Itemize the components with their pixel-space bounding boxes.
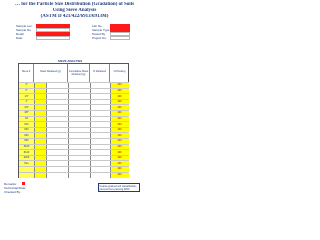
pct-passing-cell: 100 [117,94,122,98]
pct-passing-cell: 100 [117,161,122,165]
pct-passing-cell: 100 [117,116,122,120]
pct-passing-cell: 100 [117,105,122,109]
header-sieve: Sieve # [19,64,34,82]
sieve-size-cell: 1" [25,100,28,104]
sieve-size-cell: #140 [23,150,30,154]
sieve-size-cell: #200 [23,156,30,160]
soil-gradation-datasheet [0,0,149,198]
sieve-size-cell: #20 [24,128,29,132]
pct-passing-cell: 100 [117,88,122,92]
cum-mass-column [68,82,90,178]
pct-passing-cell: 100 [117,156,122,160]
technician-label: Technician/Date: [4,186,27,190]
pct-passing-cell: 100 [117,139,122,143]
pct-passing-cell: 100 [117,128,122,132]
sieve-size-cell: #40 [24,133,29,137]
sieve-size-cell: #4 [25,116,28,120]
sample-location-label: Sample Loc. [16,24,33,28]
column-divider [68,82,69,178]
mass-retained-column[interactable] [46,82,68,178]
pct-passing-cell: 100 [117,144,122,148]
sieve-size-cell: 3/4" [24,105,29,109]
project-number-label: Project No. [92,36,107,40]
date-field[interactable] [36,36,70,40]
date-label: Date [16,36,23,40]
sieve-size-cell: #10 [24,122,29,126]
pct-passing-cell: 100 [117,100,122,104]
sieve-size-cell: #100 [23,144,30,148]
sieve-analysis-heading: SIEVE ANALYSIS [57,59,83,63]
project-number-field[interactable] [110,36,130,40]
sieve-size-cell: 3/8" [24,111,29,115]
pct-passing-cell: 100 [117,111,122,115]
header-mass-retained: Mass Retained (g) [34,64,68,82]
sieve-size-cell: #60 [24,139,29,143]
classification-note: Coarse-grained soil classification; percent fines passing #200. [98,183,140,192]
sieve-size-cell: 1.5" [24,94,29,98]
remarks-marker[interactable] [22,182,25,185]
pct-passing-cell: 100 [117,172,122,176]
header-pct-passing: % Passing [113,70,126,73]
sheet-title-line3: (ASTM D 421/422/6913/6913M) [40,14,109,19]
tested-by-label: Tested By [92,32,106,36]
pct-passing-cell: 100 [117,167,122,171]
remarks-label: Remarks: [4,182,17,186]
sieve-analysis-table [18,63,129,178]
pct-passing-cell: 100 [117,122,122,126]
sheet-title-line1: … for the Particle Size Distribution (Gradation) of Soils [14,2,135,7]
sieve-size-cell: 3" [25,83,28,87]
sieve-size-cell: Pan [24,161,29,165]
sample-type-label: Sample Type [92,28,110,32]
pct-retained-column [90,82,110,178]
checked-by-label: Checked By: [4,190,22,194]
lab-number-label: Lab No. [92,24,103,28]
pct-passing-cell: 100 [117,83,122,87]
pan-mass-column[interactable] [34,82,46,178]
column-divider [34,82,35,178]
depth-label: Depth [16,32,25,36]
sheet-title-line2: Using Sieve Analysis [52,8,97,13]
pct-passing-cell: 100 [117,133,122,137]
column-divider [90,82,91,178]
column-divider [46,82,47,178]
sample-number-label: Sample No. [16,28,32,32]
sieve-size-cell: 2" [25,88,28,92]
header-pct-retained: % Retained [90,64,110,82]
pct-passing-cell: 100 [117,150,122,154]
header-cum-mass: Cumulative Mass Retained (g) [68,64,90,82]
